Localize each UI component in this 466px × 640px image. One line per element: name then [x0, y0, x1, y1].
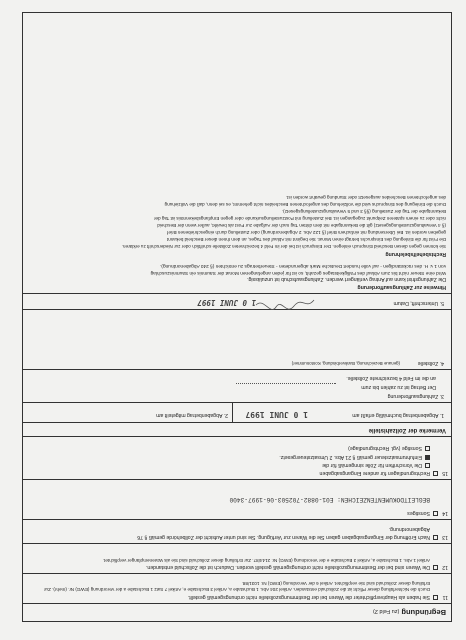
divider	[22, 422, 452, 423]
checkbox-14[interactable]	[433, 511, 438, 516]
heading-note: (zu Feld 2)	[373, 608, 400, 614]
item-15-duties: Die Vorschriften für Zölle sinngemäß für die	[322, 462, 422, 468]
appeal-line-5: nicht oder zu einem späteren Zeitpunkt zugegangen ist. Bei Zustellung mit Postzustellungsurkunde oder gegen Empfangsbekenntnis ist Tag der	[153, 216, 446, 221]
item-number-12: 12	[442, 564, 448, 570]
item-number-13: 13	[442, 534, 448, 540]
item-13-detail: Abgabenordnung.	[388, 526, 430, 532]
checkbox-15-vat[interactable]	[425, 455, 430, 460]
customs-row-3-due: Der Betrag ist zu zahlen bis zum	[361, 384, 436, 390]
checkbox-15-other[interactable]	[425, 446, 430, 451]
form-heading	[373, 607, 446, 617]
checkbox-15-duties[interactable]	[425, 463, 430, 468]
customs-row-5-label: 5. Unterschrift, Datum	[393, 300, 444, 306]
item-number-14: 14	[442, 510, 448, 516]
appeal-line-1: Sie können gegen diesen Bescheid Einspruch einlegen. Der Einspruch ist bei der im Feld 4 bezeichneten Zollstelle schriftlich oder zur Niederschrift zu erklären.	[121, 244, 446, 249]
customs-row-3-label: 3. Zahlungsaufforderung	[387, 393, 444, 399]
customs-row-4-label: 4. Zollstelle	[417, 360, 444, 366]
divider	[22, 436, 452, 437]
due-date-line	[236, 383, 336, 384]
customs-row-3-office: an die im Feld 4 bezeichnete Zollstelle.	[346, 375, 436, 381]
checkbox-15[interactable]	[433, 471, 438, 476]
divider	[22, 543, 452, 544]
appeal-notice-title: Rechtsbehelfsbelehrung	[385, 251, 446, 257]
item-14-text: Sonstiges	[407, 510, 430, 516]
payment-notice-line-1: Die Zahlungsfrist kann auf Antrag verlängert werden. Zahlungsaufschub ist unzulässig.	[247, 276, 446, 282]
document-reference-number: BEGLEITDOKUMENTENZEICHEN: E01-0882-702503-06-1997-3400	[229, 496, 430, 503]
divider	[22, 603, 452, 604]
divider	[22, 519, 452, 520]
payment-notice-title: Hinweise zur Zahlungsaufforderung	[357, 284, 446, 290]
item-12-text: Die Waren sind bei der Bestimmungszollstelle nicht ordnungsgemäß gestellt worden. Dadurch ist die Zollschuld entstanden.	[145, 564, 430, 570]
item-15-other: Sonstige (vgl. Rechtsgrundlage)	[348, 445, 422, 451]
item-15-text: Rechtsgrundlagen für andere Eingangsabgaben	[319, 470, 430, 476]
signature-date-stamp: 1 0 JUNI 1997	[197, 298, 256, 307]
divider	[22, 573, 452, 574]
item-number-11: 11	[442, 594, 448, 600]
customs-row-1-label: 1. Abgabenbetrag buchmäßig erfaßt am	[352, 412, 444, 418]
checkbox-13[interactable]	[433, 535, 438, 540]
appeal-line-3: gegeben worden ist. Bei Übersendung mit einfachem Brief (§ 122 Abs. 2 Abgabenordnung) oder Zustellung durch eingeschriebenen Brief	[167, 230, 446, 235]
divider	[22, 293, 452, 294]
divider	[22, 369, 452, 370]
appeal-line-7: Durch die Einlegung des Einspruchs wird die Vollziehung des angefochtenen Bescheides nicht gehemmt, es sei denn, daß die Vollziehung	[164, 202, 446, 207]
checkbox-12[interactable]	[433, 565, 438, 570]
item-11-detail: Durch die Nichterfüllung dieser Pflicht ist die Zollschuld entstanden. Artikel 204 Abs. 1 Buchstabe a, Artikel 3 Buchstabe e, Artikel 7 Satz 1 Buchstabe a der Verordnung (EWG) Nr. (mehr). Zur Erfüllung dieser Zollschuld sind Sie verpflichtet. Artikel 6 der Verordnung (EWG) Nr. 1031/88.	[43, 581, 430, 592]
item-15-vat: Einfuhrumsatzsteuer gemäß § 21 Abs. 2 Umsatzsteuergesetz.	[279, 454, 422, 460]
divider	[232, 403, 233, 423]
heading-title: Begründung	[401, 608, 446, 617]
item-11-text: Sie haben als Hauptverpflichteter die Waren bei der Bestimmungszollstelle nicht ordnungsgemäß gestellt.	[187, 594, 430, 600]
appeal-line-6: Bekanntgabe der Tag der Zustellung (§§ 3 und 5 Verwaltungszustellungsgesetz).	[281, 209, 446, 214]
payment-notice-line-3: von 1 v. H. des rückständigen - auf volle hundert Deutsche Mark abgerundeten - Steuerbetrags zu entrichten (§ 240 Abgabenordnung).	[159, 263, 446, 268]
checkbox-11[interactable]	[433, 595, 438, 600]
item-12-detail: Artikel 1 Abs. 1 Buchstabe a, Artikel 3 Buchstabe e der Verordnung (EWG) Nr. 2144/87. Zur Erfüllung dieser Zollschuld sind Sie als Warenempfänger verpflichtet.	[102, 558, 430, 563]
recorded-date-stamp: 1 0 JUNI 1997	[245, 410, 308, 419]
customs-section-title: Vermerke der Zollzahlstelle	[368, 427, 446, 433]
divider	[22, 479, 452, 480]
appeal-line-8: des angefochtenen Bescheides ausgesetzt oder Stundung gewährt worden ist.	[285, 195, 446, 200]
item-number-15: 15	[442, 470, 448, 476]
payment-notice-line-2: Wird eine Steuer nicht bis zum Ablauf des Fälligkeitstages gezahlt, so ist für jeden angefangenen Monat der Säumnis ein Säumniszuschlag	[150, 270, 446, 275]
item-13-text: Nach Eröffnung der Eingangsabgaben gaben Sie die Waren zur Verfügung. Sie sind unter Aufsicht der Zollbehörde gemäß § 76	[137, 534, 430, 540]
appeal-line-2: Die Frist für die Einlegung des Einspruchs beträgt einen Monat. Sie beginnt mit Ablauf des Tages, an dem Ihnen dieser Bescheid bekannt	[166, 237, 446, 242]
form-frame	[22, 12, 452, 622]
customs-row-4-hint: (genaue Bezeichnung, Bankverbindung, Kontonummer)	[291, 361, 400, 366]
customs-row-2-label: 2. Abgabenbetrag mitgeteilt am	[156, 412, 228, 418]
appeal-line-4: (§ 4 Verwaltungszustellungsgesetz) gilt die Bekanntgabe mit dem dritten Tag nach der Aufgabe zur Post als bewirkt, außer wenn der Bescheid	[157, 223, 446, 228]
divider	[22, 402, 452, 403]
